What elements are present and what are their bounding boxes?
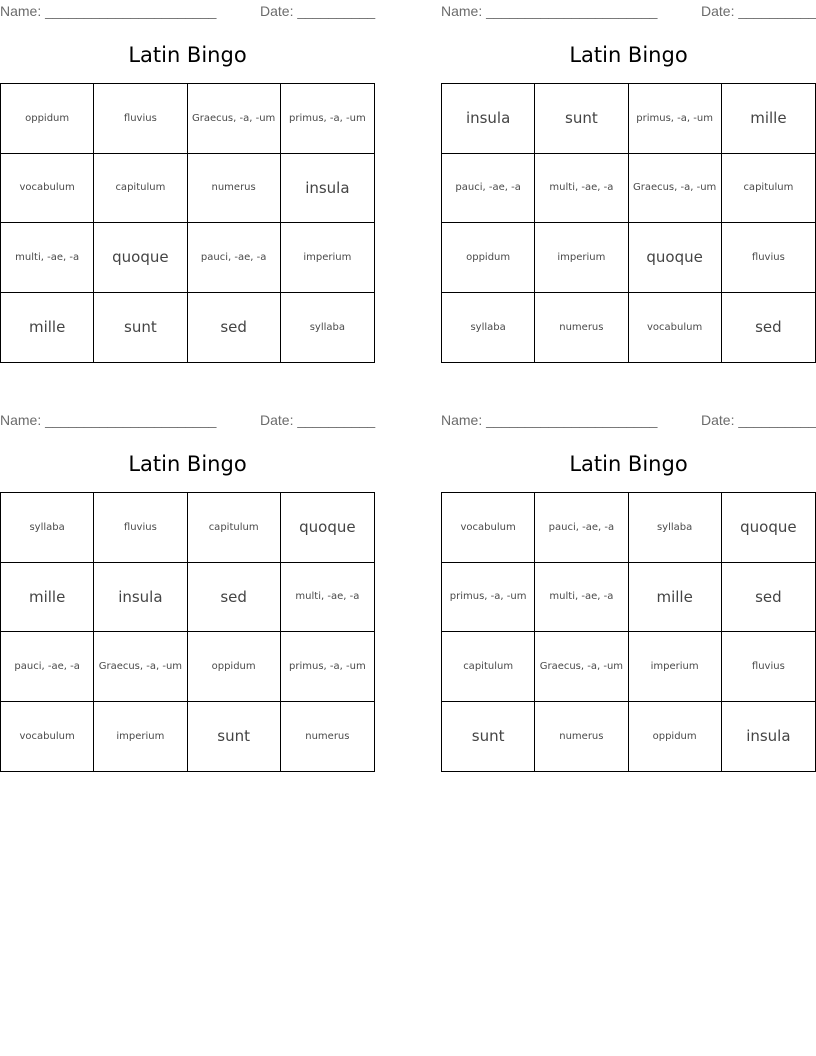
bingo-cell: vocabulum bbox=[629, 293, 722, 363]
bingo-cell: multi, -ae, -a bbox=[1, 223, 94, 293]
bingo-cell: capitulum bbox=[722, 154, 815, 224]
bingo-cell: sed bbox=[722, 563, 815, 633]
bingo-cell: pauci, -ae, -a bbox=[188, 223, 281, 293]
bingo-cell: sunt bbox=[442, 702, 535, 772]
bingo-cell: insula bbox=[281, 154, 374, 224]
bingo-cell: oppidum bbox=[1, 84, 94, 154]
bingo-card bbox=[0, 409, 375, 784]
bingo-cell: capitulum bbox=[94, 154, 187, 224]
bingo-cell: fluvius bbox=[722, 223, 815, 293]
card-title: Latin Bingo bbox=[128, 43, 247, 67]
bingo-cell: pauci, -ae, -a bbox=[1, 632, 94, 702]
name-field-label: Name: ______________________ bbox=[441, 412, 658, 428]
bingo-cell: multi, -ae, -a bbox=[281, 563, 374, 633]
bingo-cell: sed bbox=[755, 318, 782, 337]
bingo-cell: quoque bbox=[629, 223, 722, 293]
bingo-cell: capitulum bbox=[188, 493, 281, 563]
bingo-cell: fluvius bbox=[722, 632, 815, 702]
name-field-label: Name: ______________________ bbox=[0, 412, 217, 428]
bingo-cell: mille bbox=[629, 563, 722, 633]
bingo-cell: insula bbox=[442, 84, 535, 154]
date-field-label: Date: __________ bbox=[701, 3, 816, 19]
card-title: Latin Bingo bbox=[569, 43, 688, 67]
bingo-cell: vocabulum bbox=[442, 493, 535, 563]
bingo-grid bbox=[441, 492, 816, 772]
bingo-cell: pauci, -ae, -a bbox=[535, 493, 628, 563]
bingo-cell: sed bbox=[188, 563, 281, 633]
date-field-label: Date: __________ bbox=[260, 3, 376, 19]
bingo-cell: oppidum bbox=[629, 702, 722, 772]
bingo-cell: capitulum bbox=[442, 632, 535, 702]
bingo-cell: syllaba bbox=[629, 493, 722, 563]
bingo-cell: imperium bbox=[535, 223, 628, 293]
name-field-label: Name: ______________________ bbox=[441, 3, 658, 19]
bingo-cell: sunt bbox=[188, 702, 281, 772]
date-field-label: Date: __________ bbox=[260, 412, 376, 428]
bingo-cell: insula bbox=[746, 727, 791, 746]
bingo-cell: numerus bbox=[305, 730, 350, 742]
bingo-cell: vocabulum bbox=[1, 154, 94, 224]
card-title: Latin Bingo bbox=[569, 452, 688, 476]
bingo-cell: multi, -ae, -a bbox=[535, 563, 628, 633]
bingo-cell: quoque bbox=[94, 223, 187, 293]
bingo-cell: oppidum bbox=[188, 632, 281, 702]
bingo-cell: sunt bbox=[94, 293, 187, 363]
bingo-cell: numerus bbox=[188, 154, 281, 224]
bingo-cell: syllaba bbox=[442, 293, 535, 363]
bingo-grid bbox=[441, 83, 816, 363]
bingo-cell: imperium bbox=[281, 223, 374, 293]
bingo-cell: quoque bbox=[281, 493, 374, 563]
bingo-cell: numerus bbox=[535, 293, 628, 363]
bingo-cell: syllaba bbox=[1, 493, 94, 563]
bingo-grid bbox=[0, 83, 375, 363]
bingo-cell: primus, -a, -um bbox=[281, 84, 374, 154]
bingo-cell: imperium bbox=[94, 702, 187, 772]
bingo-cell: primus, -a, -um bbox=[629, 84, 722, 154]
name-date-row bbox=[441, 2, 816, 20]
bingo-cell: Graecus, -a, -um bbox=[188, 84, 281, 154]
bingo-cell: primus, -a, -um bbox=[281, 632, 374, 702]
bingo-cell: fluvius bbox=[94, 493, 187, 563]
bingo-cell: insula bbox=[94, 563, 187, 633]
bingo-cell: Graecus, -a, -um bbox=[94, 632, 187, 702]
bingo-cell: Graecus, -a, -um bbox=[535, 632, 628, 702]
bingo-cell: pauci, -ae, -a bbox=[442, 154, 535, 224]
bingo-cell: mille bbox=[1, 563, 94, 633]
bingo-cell: mille bbox=[1, 293, 94, 363]
name-field-label: Name: ______________________ bbox=[0, 3, 217, 19]
bingo-cell: multi, -ae, -a bbox=[535, 154, 628, 224]
card-title: Latin Bingo bbox=[128, 452, 247, 476]
bingo-cell: Graecus, -a, -um bbox=[629, 154, 722, 224]
bingo-grid bbox=[0, 492, 375, 772]
bingo-cell: primus, -a, -um bbox=[442, 563, 535, 633]
bingo-card bbox=[441, 409, 816, 784]
bingo-cell: oppidum bbox=[442, 223, 535, 293]
name-date-row bbox=[0, 2, 375, 20]
bingo-cell: syllaba bbox=[309, 321, 346, 333]
bingo-cell: fluvius bbox=[94, 84, 187, 154]
bingo-cell: sed bbox=[188, 293, 281, 363]
bingo-cell: sunt bbox=[535, 84, 628, 154]
bingo-cell: vocabulum bbox=[1, 702, 94, 772]
name-date-row bbox=[441, 411, 816, 429]
date-field-label: Date: __________ bbox=[701, 412, 816, 428]
bingo-card bbox=[0, 0, 375, 375]
bingo-cell: numerus bbox=[535, 702, 628, 772]
name-date-row bbox=[0, 411, 375, 429]
bingo-card bbox=[441, 0, 816, 375]
bingo-cell: quoque bbox=[722, 493, 815, 563]
bingo-cell: mille bbox=[722, 84, 815, 154]
bingo-cell: imperium bbox=[629, 632, 722, 702]
